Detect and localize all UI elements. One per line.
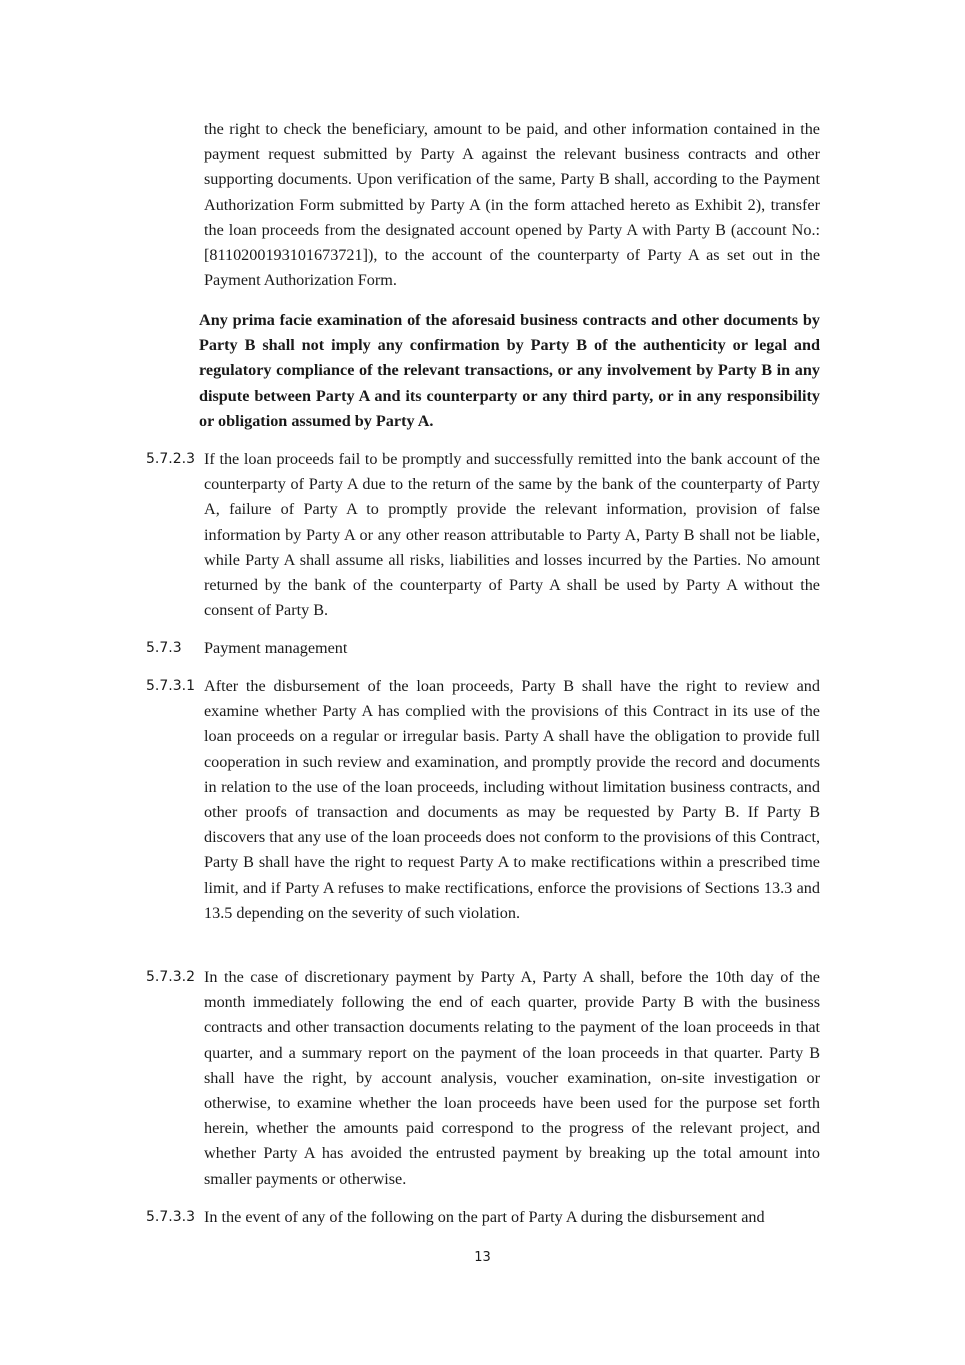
section-number-5-7-3-3: 5.7.3.3 [146, 1209, 195, 1225]
section-text-5-7-3-1: After the disbursement of the loan proceeds, Party B shall have the right to review and examine whether Party A has complied with the provisions of this Contract in its use of the loan proceeds on a regular or irregular basis. Party A shall have the obligation to provide full cooperation in such review and examination, and promptly provide the record and documents in relation to the use of the loan proceeds, including without limitation business contracts, and other proofs of transaction and documents as may be requested by Party B. If Party B discovers that any use of the loan proceeds does not conform to the provisions of this Contract, Party B shall have the right to request Party A to make rectifications within a prescribed time limit, and if Party A refuses to make rectifications, enforce the provisions of Sections 13.3 and 13.5 depending on the severity of such violation. [204, 677, 820, 922]
page-number: 13 [474, 1250, 491, 1265]
section-number-5-7-2-3: 5.7.2.3 [146, 451, 195, 467]
paragraph-prima-facie-disclaimer: Any prima facie examination of the aforesaid business contracts and other documents by Party B shall not imply any confirmation by Party B of the authenticity or legal and regulatory compliance of the relevant transactions, or any involvement by Party B in any dispute between Party A and its counterparty or any third party, or in any responsibility or obligation assumed by Party A. [199, 311, 820, 430]
section-text-5-7-2-3: If the loan proceeds fail to be promptly and successfully remitted into the bank account of the counterparty of Party A due to the return of the same by the bank of the counterparty of Party A, failure of Party A to promptly provide the relevant information, provision of false information by Party A or any other reason attributable to Party A, Party B shall not be liable, while Party A shall assume all risks, liabilities and losses incurred by the Parties. No amount returned by the bank of the counterparty of Party A shall be used by Party A without the consent of Party B. [204, 450, 820, 620]
paragraph-payment-verification: the right to check the beneficiary, amount to be paid, and other information contained in the payment request submitted by Party A against the relevant business contracts and other supporting documents. Upon verification of the same, Party B shall, according to the Payment Authorization Form submitted by Party A (in the form attached hereto as Exhibit 2), transfer the loan proceeds from the designated account opened by Party A with Party B (account No.: [8110200193101673721]), to the account of the counterparty of Party A as set out in the Payment Authorization Form. [204, 120, 820, 290]
section-heading-payment-management: Payment management [204, 639, 348, 657]
section-text-5-7-3-2: In the case of discretionary payment by Party A, Party A shall, before the 10th day of the month immediately following the end of each quarter, provide Party B with the business contracts and other transaction documents relating to the payment of the loan proceeds in that quarter, and a summary report on the payment of the loan proceeds in that quarter. Party B shall have the right, by account analysis, voucher examination, on-site investigation or otherwise, to examine whether the loan proceeds have been used for the purpose set forth herein, whether the amounts paid correspond to the progress of the relevant project, and whether Party A has avoided the entrusted payment by breaking up the total amount into smaller payments or otherwise. [204, 968, 820, 1188]
section-number-5-7-3-2: 5.7.3.2 [146, 969, 195, 985]
section-number-5-7-3-1: 5.7.3.1 [146, 678, 195, 694]
section-number-5-7-3: 5.7.3 [146, 640, 182, 656]
section-text-5-7-3-3: In the event of any of the following on the part of Party A during the disbursement and [204, 1208, 765, 1226]
